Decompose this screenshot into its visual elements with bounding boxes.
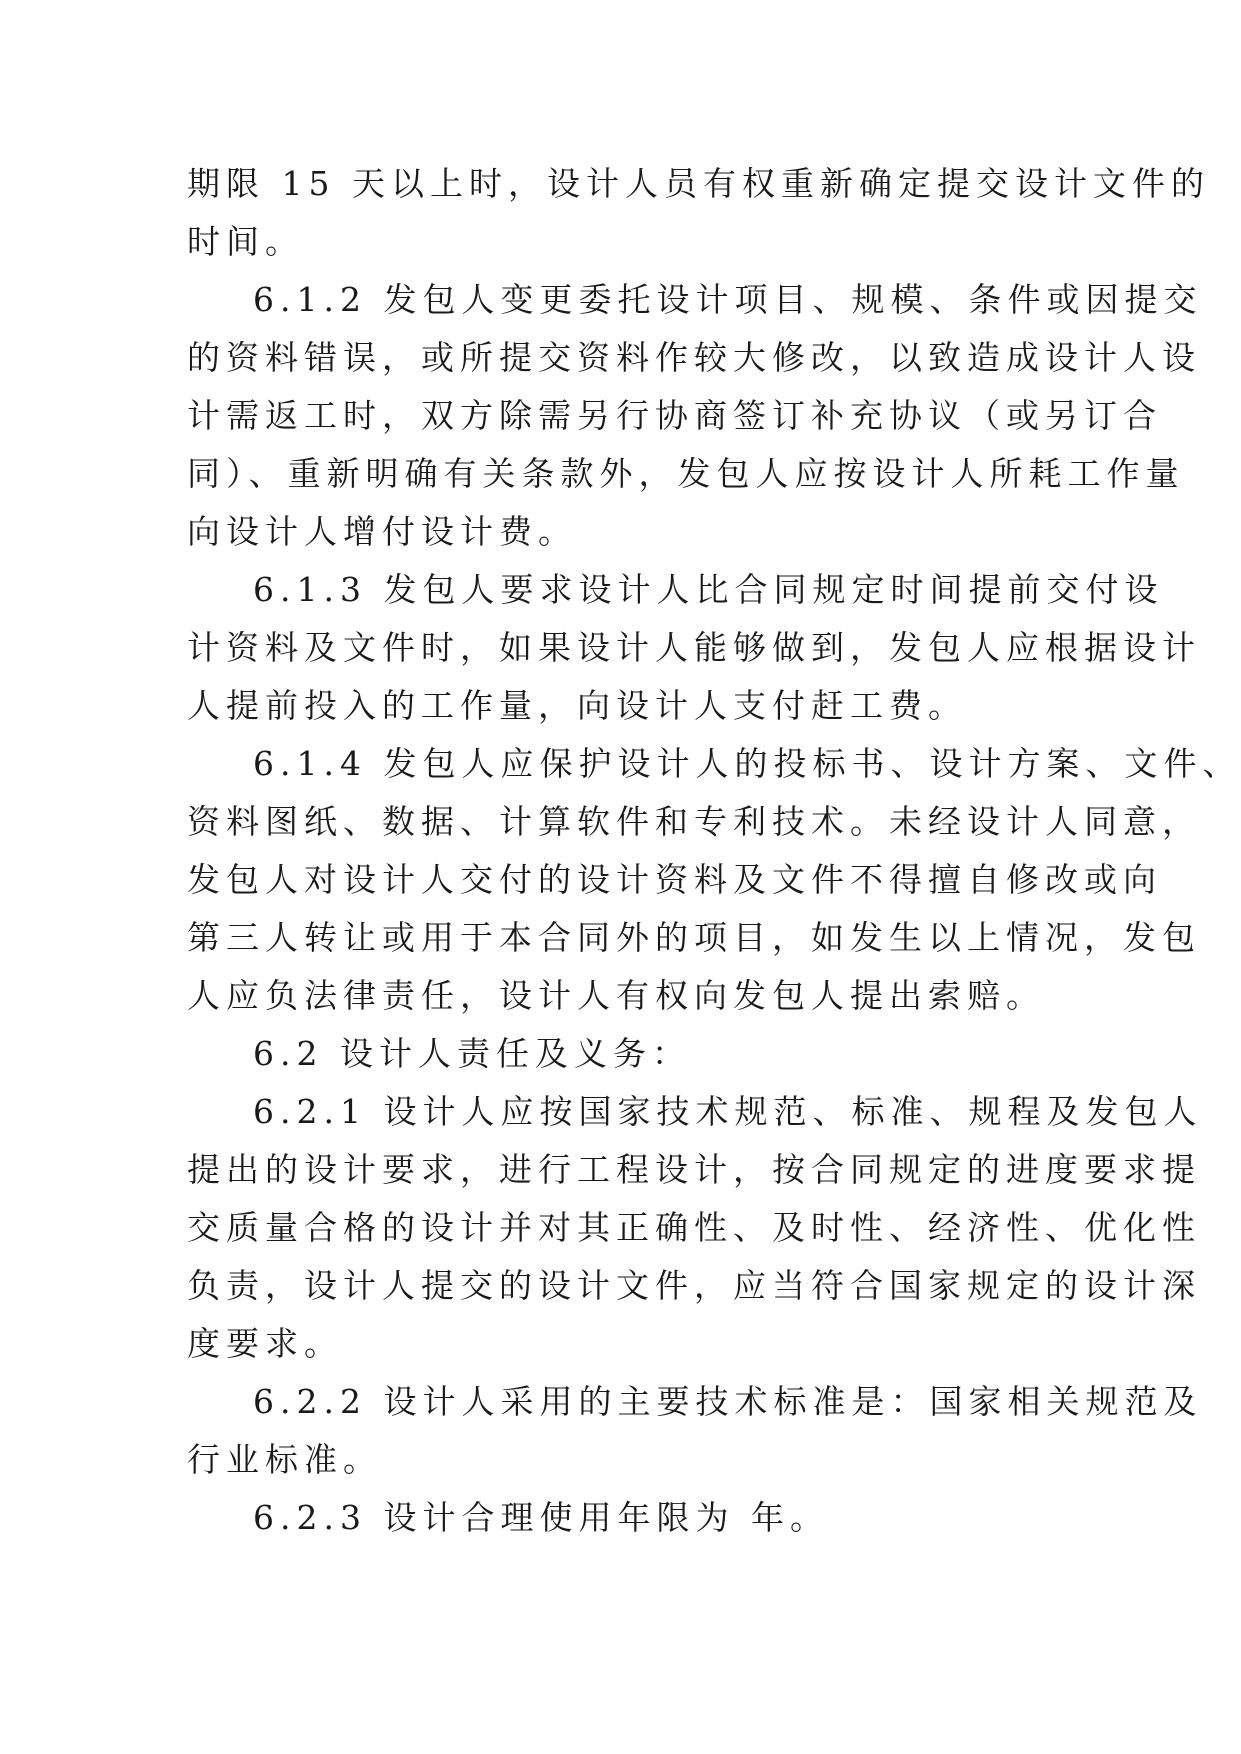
text-line: 期限 15 天以上时，设计人员有权重新确定提交设计文件的	[187, 164, 1210, 203]
paragraph-6-1-3	[187, 561, 1201, 735]
text-line: 6.2.2 设计人采用的主要技术标准是：国家相关规范及	[253, 1382, 1203, 1421]
section-heading-6-2	[187, 1025, 1057, 1083]
text-line: 6.2.3 设计合理使用年限为 年。	[253, 1498, 829, 1537]
text-line: 资料图纸、数据、计算软件和专利技术。未经设计人同意，	[187, 802, 1201, 841]
paragraph-6-2-1	[187, 1083, 1203, 1373]
text-line: 6.2 设计人责任及义务：	[253, 1034, 691, 1073]
text-line: 第三人转让或用于本合同外的项目，如发生以上情况，发包	[187, 918, 1201, 957]
text-line: 人提前投入的工作量，向设计人支付赶工费。	[187, 686, 967, 725]
text-line: 提出的设计要求，进行工程设计，按合同规定的进度要求提	[187, 1150, 1201, 1189]
paragraph-6-1-2	[187, 271, 1203, 561]
text-line: 计需返工时，双方除需另行协商签订补充协议（或另订合	[187, 396, 1162, 435]
text-line: 6.1.2 发包人变更委托设计项目、规模、条件或因提交	[253, 280, 1203, 319]
text-line: 人应负法律责任，设计人有权向发包人提出索赔。	[187, 976, 1045, 1015]
text-line: 向设计人增付设计费。	[187, 512, 577, 551]
text-line: 计资料及文件时，如果设计人能够做到，发包人应根据设计	[187, 628, 1201, 667]
text-line: 的资料错误，或所提交资料作较大修改，以致造成设计人设	[187, 338, 1201, 377]
text-line: 6.2.1 设计人应按国家技术规范、标准、规程及发包人	[253, 1092, 1203, 1131]
text-line: 6.1.3 发包人要求设计人比合同规定时间提前交付设	[253, 570, 1164, 609]
paragraph-6-1-4	[187, 735, 1241, 1025]
text-line: 同）、重新明确有关条款外，发包人应按设计人所耗工作量	[187, 454, 1185, 493]
document-body	[187, 155, 1241, 1547]
text-line: 时间。	[187, 222, 304, 261]
text-line: 负责，设计人提交的设计文件，应当符合国家规定的设计深	[187, 1266, 1201, 1305]
paragraph-6-2-2	[187, 1373, 1203, 1489]
paragraph-continuation	[187, 155, 1210, 271]
text-line: 度要求。	[187, 1324, 343, 1363]
text-line: 交质量合格的设计并对其正确性、及时性、经济性、优化性	[187, 1208, 1201, 1247]
text-line: 6.1.4 发包人应保护设计人的投标书、设计方案、文件、	[253, 744, 1241, 783]
text-line: 发包人对设计人交付的设计资料及文件不得擅自修改或向	[187, 860, 1162, 899]
paragraph-6-2-3	[187, 1489, 1057, 1547]
text-line: 行业标准。	[187, 1440, 382, 1479]
